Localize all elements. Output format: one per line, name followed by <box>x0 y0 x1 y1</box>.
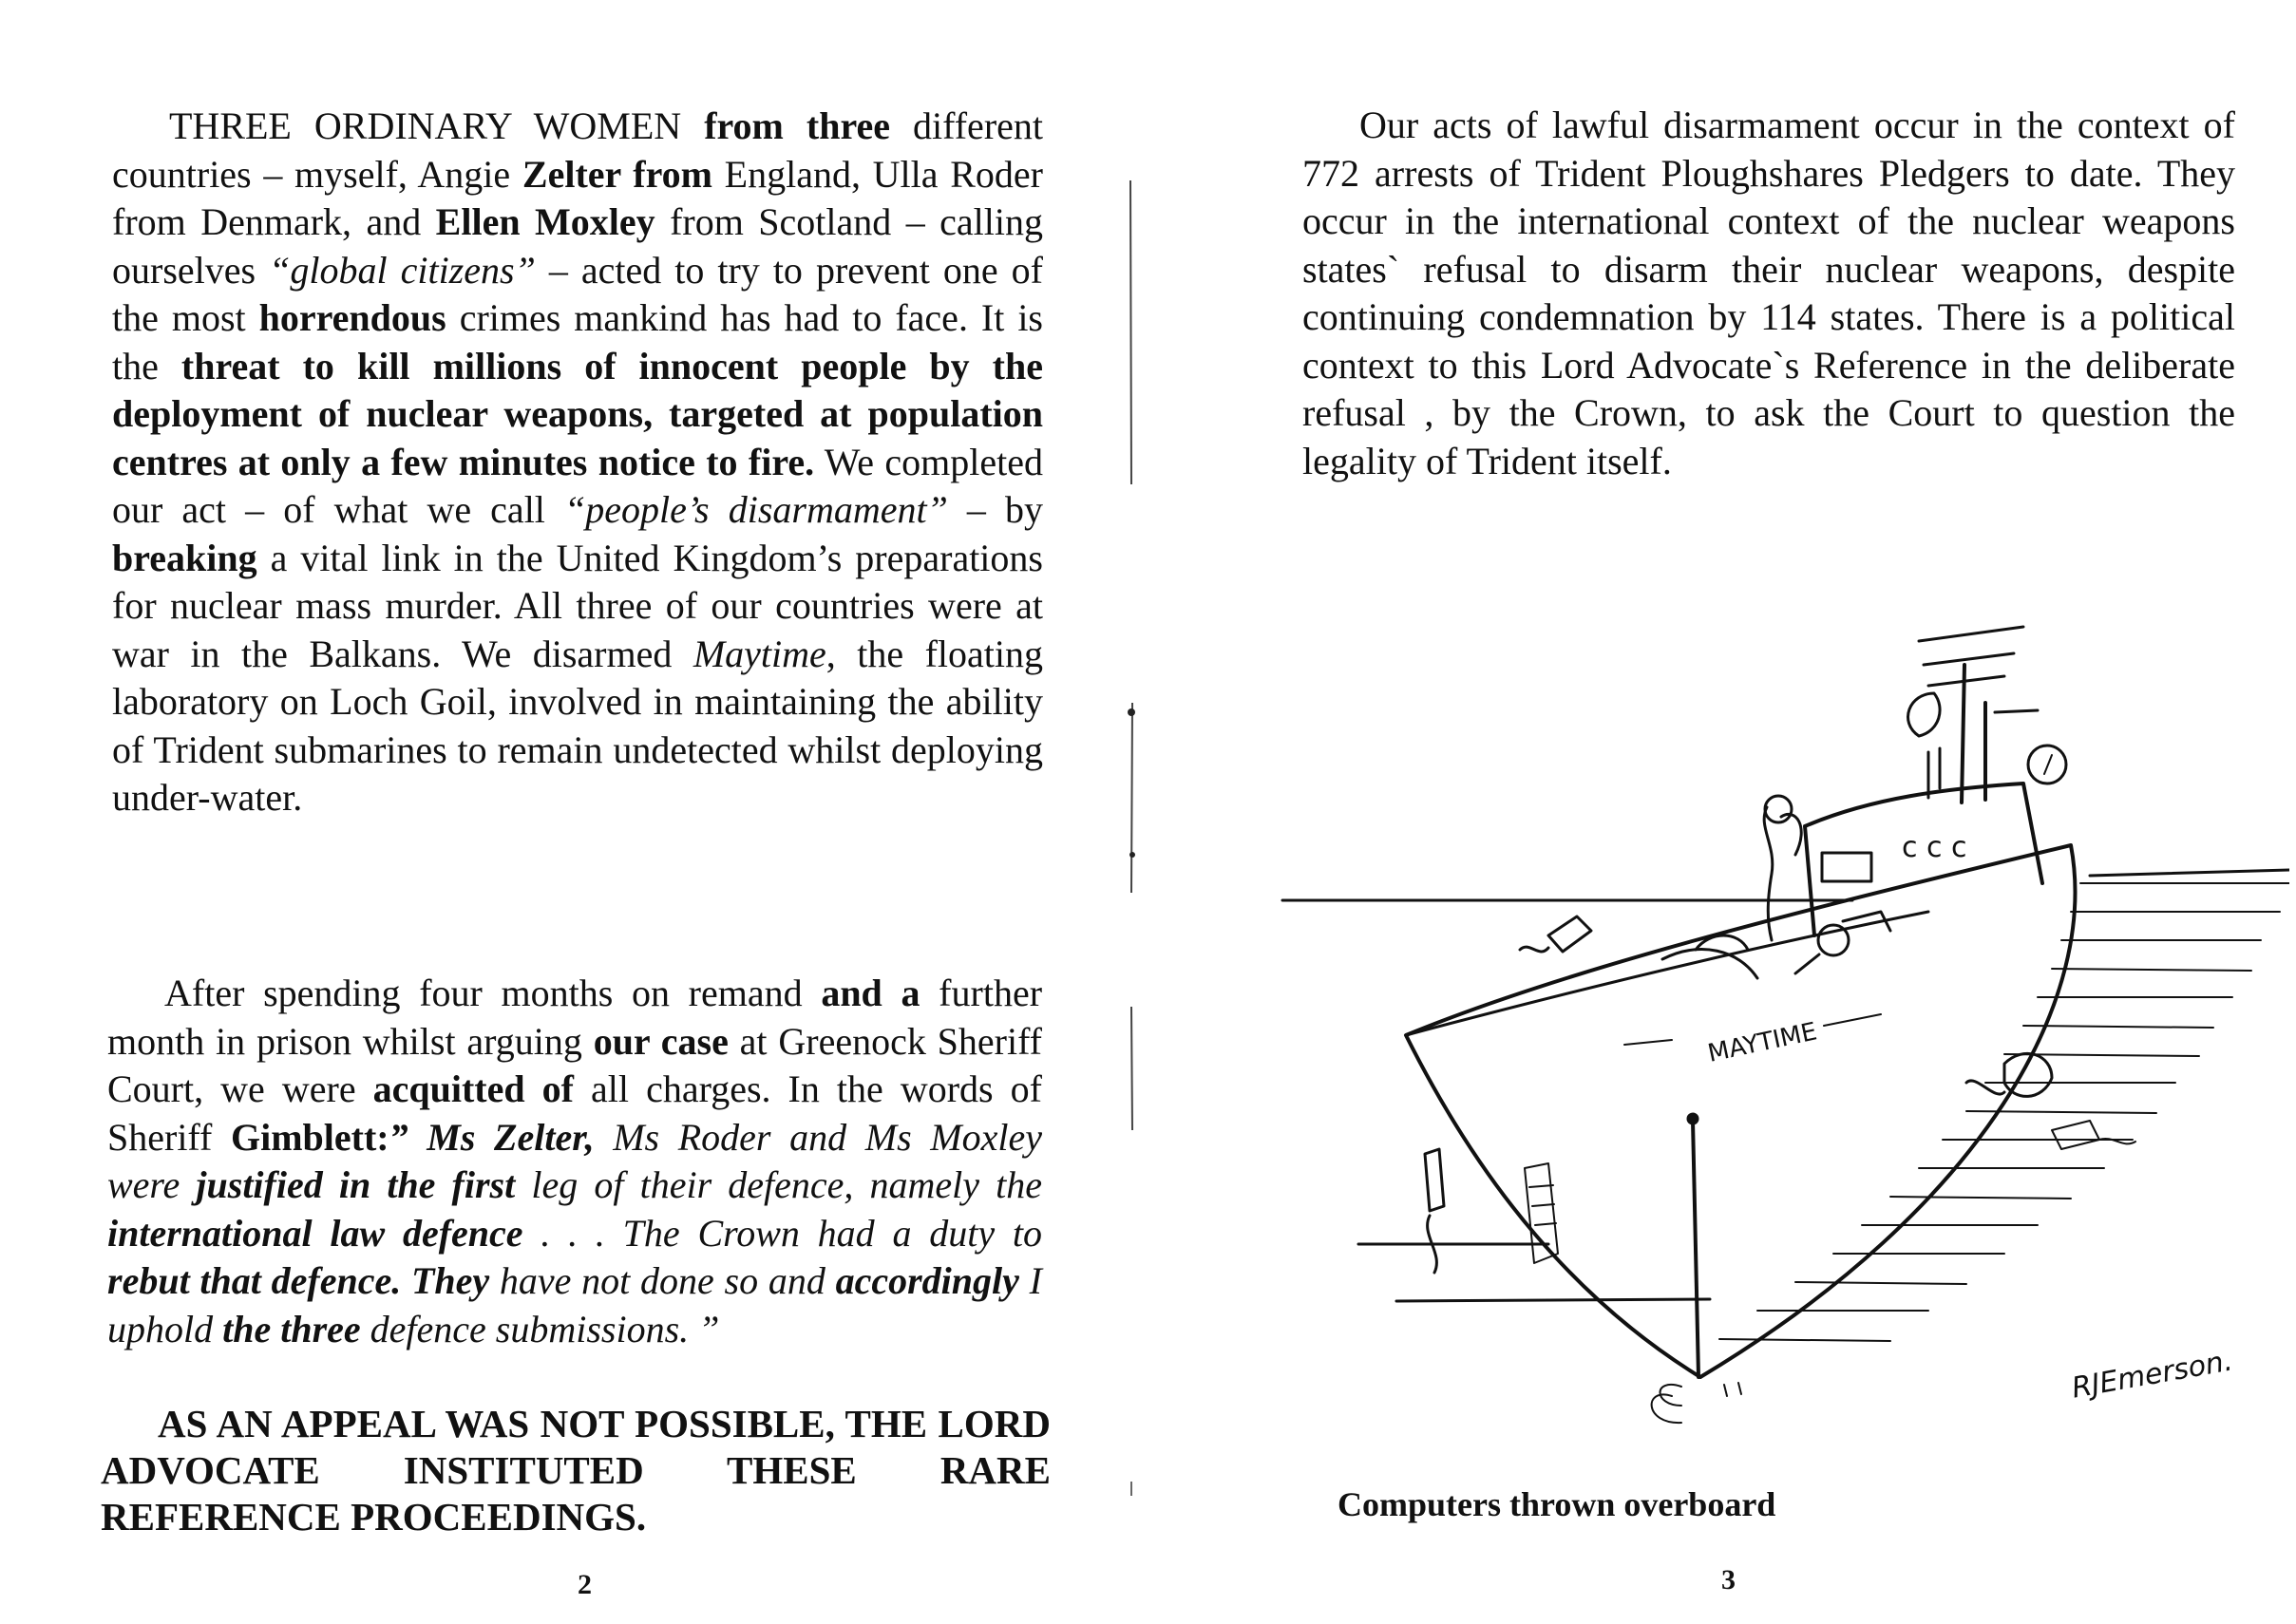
text-run: ” Ms Zelter, <box>389 1115 595 1159</box>
text-run: from three <box>704 104 890 147</box>
page-number-left: 2 <box>578 1569 592 1600</box>
paragraph-context <box>1302 102 2235 485</box>
text-run: – by <box>947 488 1044 531</box>
text-run: different countries – myself, Angie <box>112 104 1044 196</box>
text-run: and a <box>821 972 920 1014</box>
paragraph-intro <box>112 103 1043 822</box>
text-run: Ms Roder and Ms Moxley were <box>107 1115 1042 1206</box>
text-run: England, Ulla Roder from Denmark, and <box>112 152 1043 243</box>
figure-caption: Computers thrown overboard <box>1338 1485 1776 1523</box>
text-run: the three <box>222 1307 361 1350</box>
text-run: AS AN APPEAL WAS NOT POSSIBLE, THE LORD ADVOCATE INSTITUTED THESE RARE REFERENCE PROCEEDINGS. <box>101 1402 1051 1539</box>
boat-name: MAYTIME <box>1705 1017 1820 1068</box>
text-run: “people’s disarmament” <box>564 488 948 531</box>
text-run: “global citizens” <box>269 248 536 292</box>
text-run: I uphold <box>107 1259 1042 1350</box>
artist-signature: RJEmerson. <box>2069 1344 2235 1406</box>
page-number-right: 3 <box>1721 1564 1736 1596</box>
text-run: crimes mankind has had to face. It is the <box>112 296 1044 387</box>
text-run: – acted to try to prevent one of the most <box>112 248 1043 339</box>
text-run: Gimblett: <box>231 1115 389 1159</box>
boat-cartoon-illustration <box>1263 598 2289 1453</box>
text-run: justified in the first <box>196 1163 516 1206</box>
paragraph-appeal <box>101 1401 1051 1540</box>
text-run: further month in prison whilst arguing <box>107 972 1043 1063</box>
text-run: from Scotland – calling ourselves <box>112 200 1043 292</box>
text-run: rebut that defence. They <box>107 1259 490 1302</box>
text-run: international law defence <box>107 1211 523 1255</box>
text-run: a vital link in the United Kingdom’s preparations for nuclear mass murder. All three of our countries were at war in the Balkans. We disarmed <box>112 536 1043 675</box>
text-run: our case <box>593 1019 729 1063</box>
text-run: Ellen Moxley <box>435 200 655 243</box>
text-run: . . . The Crown had a duty to <box>522 1211 1043 1255</box>
center-gutter-line <box>1123 171 1142 1501</box>
text-run: defence submissions. ” <box>360 1307 720 1350</box>
text-run: Our acts of lawful disarmament occur in the context of 772 arrests of Trident Ploughshares Pledgers to date. They occur in the international context of the nuclear weapons states` refusal to disarm their nuclear weapons, despite continuing condemnation by 114 states. There is a political context to this Lord Advocate`s Reference in the deliberate refusal , by the Crown, to ask the Court to question the legality of Trident itself. <box>1302 104 2235 482</box>
text-run: acquitted of <box>372 1067 574 1110</box>
text-run: leg of their defence, namely the <box>515 1163 1042 1206</box>
text-run: We completed our act – of what we call <box>112 440 1043 531</box>
text-run: all charges. In the words of Sheriff <box>107 1067 1042 1159</box>
text-run: accordingly <box>835 1259 1019 1302</box>
text-run: Zelter from <box>522 152 712 196</box>
paragraph-acquittal <box>107 970 1042 1353</box>
text-run: After spending four months on remand <box>164 972 822 1014</box>
text-run: breaking <box>112 536 257 579</box>
right-page <box>1140 0 2296 1624</box>
text-run: THREE ORDINARY WOMEN <box>169 104 705 147</box>
text-run: have not done so and <box>489 1259 836 1302</box>
svg-text:c c c: c c c <box>1902 831 1967 864</box>
text-run: , the floating laboratory on Loch Goil, involved in maintaining the ability of Trident submarines to remain undetected whilst deploying under-water. <box>112 632 1043 819</box>
text-run: horrendous <box>258 296 446 339</box>
text-run: threat to kill millions of innocent people by the deployment of nuclear weapons, targeted at population centres at only a few minutes notice to fire. <box>112 344 1043 483</box>
text-run: Maytime <box>693 632 826 675</box>
left-page <box>0 0 1140 1624</box>
text-run: at Greenock Sheriff Court, we were <box>107 1019 1042 1110</box>
